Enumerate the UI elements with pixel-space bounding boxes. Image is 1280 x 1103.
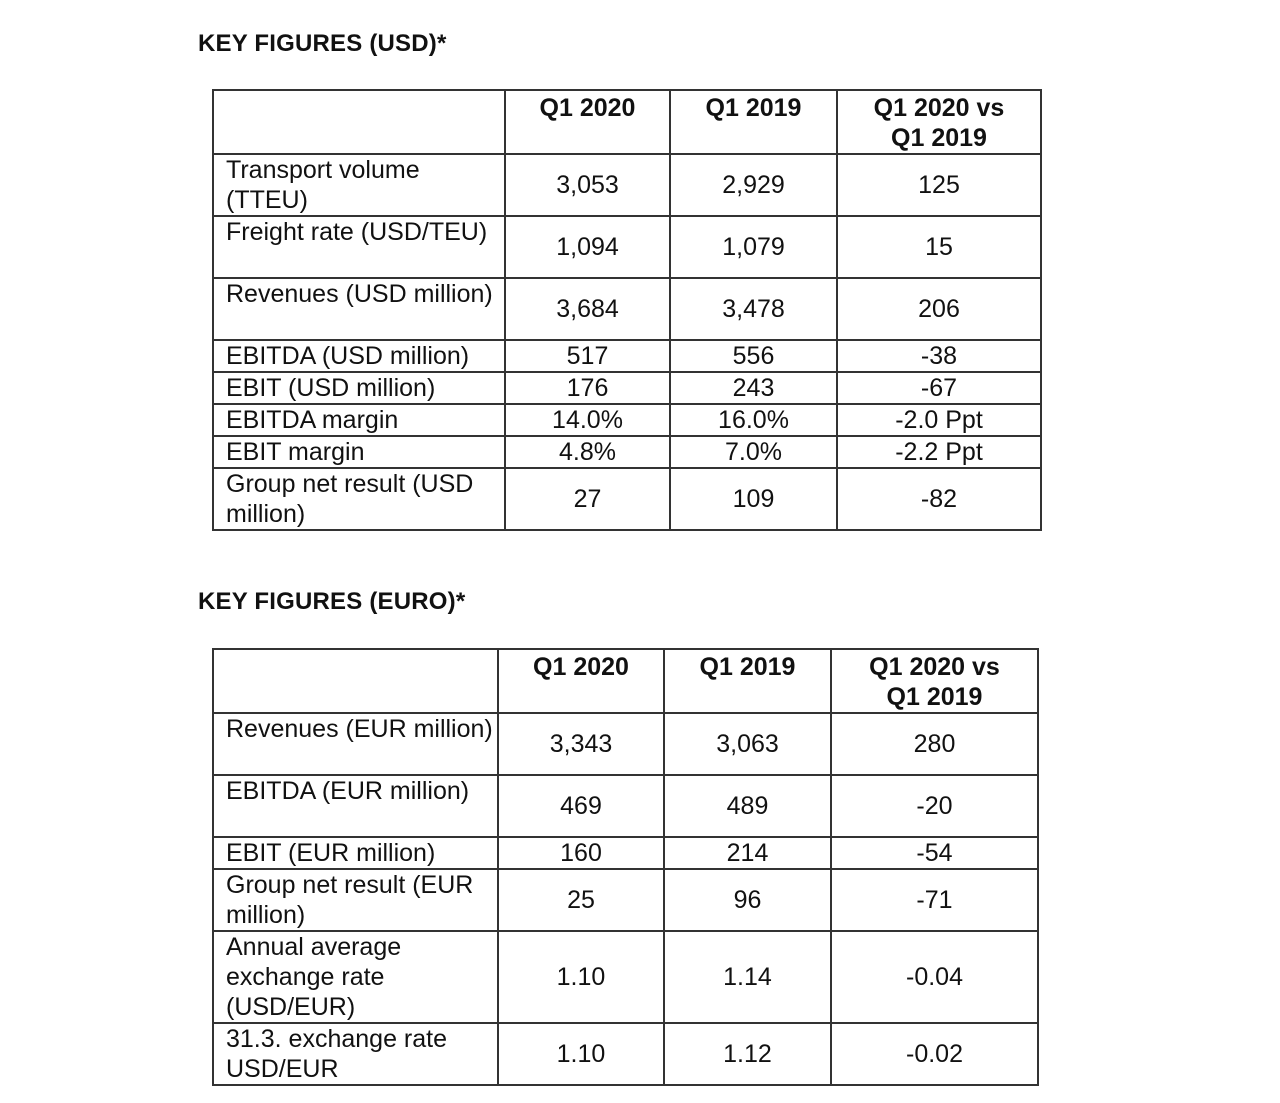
cell-q1-2019: 96 <box>664 869 831 931</box>
table-row <box>213 1023 1038 1085</box>
cell-change: -0.04 <box>831 931 1038 1023</box>
row-label: EBITDA (EUR million) <box>213 775 498 837</box>
header-q1-2020: Q1 2020 <box>505 90 670 154</box>
cell-change: -20 <box>831 775 1038 837</box>
cell-q1-2019: 243 <box>670 372 837 404</box>
cell-change: -2.0 Ppt <box>837 404 1041 436</box>
cell-q1-2020: 176 <box>505 372 670 404</box>
cell-q1-2019: 214 <box>664 837 831 869</box>
cell-q1-2020: 469 <box>498 775 664 837</box>
row-label: Annual average exchange rate (USD/EUR) <box>213 931 498 1023</box>
cell-q1-2020: 3,684 <box>505 278 670 340</box>
header-empty-cell <box>213 649 498 713</box>
cell-q1-2020: 1,094 <box>505 216 670 278</box>
usd-key-figures-table <box>212 89 1042 531</box>
table-row <box>213 869 1038 931</box>
table-row <box>213 404 1041 436</box>
header-q1-2020: Q1 2020 <box>498 649 664 713</box>
header-q1-2019: Q1 2019 <box>664 649 831 713</box>
table-row <box>213 931 1038 1023</box>
eur-key-figures-table <box>212 648 1039 1086</box>
cell-q1-2019: 2,929 <box>670 154 837 216</box>
cell-q1-2019: 3,478 <box>670 278 837 340</box>
header-change <box>837 90 1041 154</box>
cell-q1-2020: 14.0% <box>505 404 670 436</box>
table-row <box>213 154 1041 216</box>
table-row <box>213 372 1041 404</box>
row-label: 31.3. exchange rate USD/EUR <box>213 1023 498 1085</box>
row-label: EBIT (USD million) <box>213 372 505 404</box>
table-row <box>213 216 1041 278</box>
cell-change: -38 <box>837 340 1041 372</box>
cell-change: 206 <box>837 278 1041 340</box>
cell-q1-2019: 1,079 <box>670 216 837 278</box>
table-row <box>213 837 1038 869</box>
row-label: EBIT (EUR million) <box>213 837 498 869</box>
cell-change: 280 <box>831 713 1038 775</box>
cell-q1-2019: 7.0% <box>670 436 837 468</box>
cell-q1-2019: 3,063 <box>664 713 831 775</box>
row-label: EBIT margin <box>213 436 505 468</box>
cell-q1-2020: 1.10 <box>498 931 664 1023</box>
cell-change: -54 <box>831 837 1038 869</box>
cell-q1-2019: 556 <box>670 340 837 372</box>
header-change-text: Q1 2020 vs Q1 2019 <box>869 653 1000 711</box>
cell-q1-2020: 3,053 <box>505 154 670 216</box>
row-label: Revenues (USD million) <box>213 278 505 340</box>
table-row <box>213 468 1041 530</box>
cell-change: -71 <box>831 869 1038 931</box>
row-label: Transport volume (TTEU) <box>213 154 505 216</box>
table-header-row <box>213 649 1038 713</box>
cell-q1-2019: 1.12 <box>664 1023 831 1085</box>
cell-q1-2020: 27 <box>505 468 670 530</box>
row-label: EBITDA margin <box>213 404 505 436</box>
header-empty-cell <box>213 90 505 154</box>
eur-section-title: KEY FIGURES (EURO)* <box>198 588 466 615</box>
table-row <box>213 713 1038 775</box>
row-label: EBITDA (USD million) <box>213 340 505 372</box>
row-label: Revenues (EUR million) <box>213 713 498 775</box>
table-row <box>213 278 1041 340</box>
cell-q1-2019: 1.14 <box>664 931 831 1023</box>
table-row <box>213 436 1041 468</box>
header-change-text: Q1 2020 vs Q1 2019 <box>873 94 1005 152</box>
row-label: Group net result (EUR million) <box>213 869 498 931</box>
cell-change: -2.2 Ppt <box>837 436 1041 468</box>
table-row <box>213 775 1038 837</box>
cell-q1-2020: 517 <box>505 340 670 372</box>
cell-q1-2020: 25 <box>498 869 664 931</box>
cell-q1-2019: 16.0% <box>670 404 837 436</box>
cell-q1-2019: 109 <box>670 468 837 530</box>
cell-change: -0.02 <box>831 1023 1038 1085</box>
cell-q1-2020: 1.10 <box>498 1023 664 1085</box>
table-header-row <box>213 90 1041 154</box>
row-label: Freight rate (USD/TEU) <box>213 216 505 278</box>
cell-q1-2020: 4.8% <box>505 436 670 468</box>
cell-q1-2020: 160 <box>498 837 664 869</box>
cell-change: 125 <box>837 154 1041 216</box>
row-label: Group net result (USD million) <box>213 468 505 530</box>
cell-q1-2020: 3,343 <box>498 713 664 775</box>
cell-change: -82 <box>837 468 1041 530</box>
cell-q1-2019: 489 <box>664 775 831 837</box>
header-q1-2019: Q1 2019 <box>670 90 837 154</box>
usd-section-title: KEY FIGURES (USD)* <box>198 30 447 57</box>
header-change <box>831 649 1038 713</box>
table-row <box>213 340 1041 372</box>
cell-change: 15 <box>837 216 1041 278</box>
cell-change: -67 <box>837 372 1041 404</box>
